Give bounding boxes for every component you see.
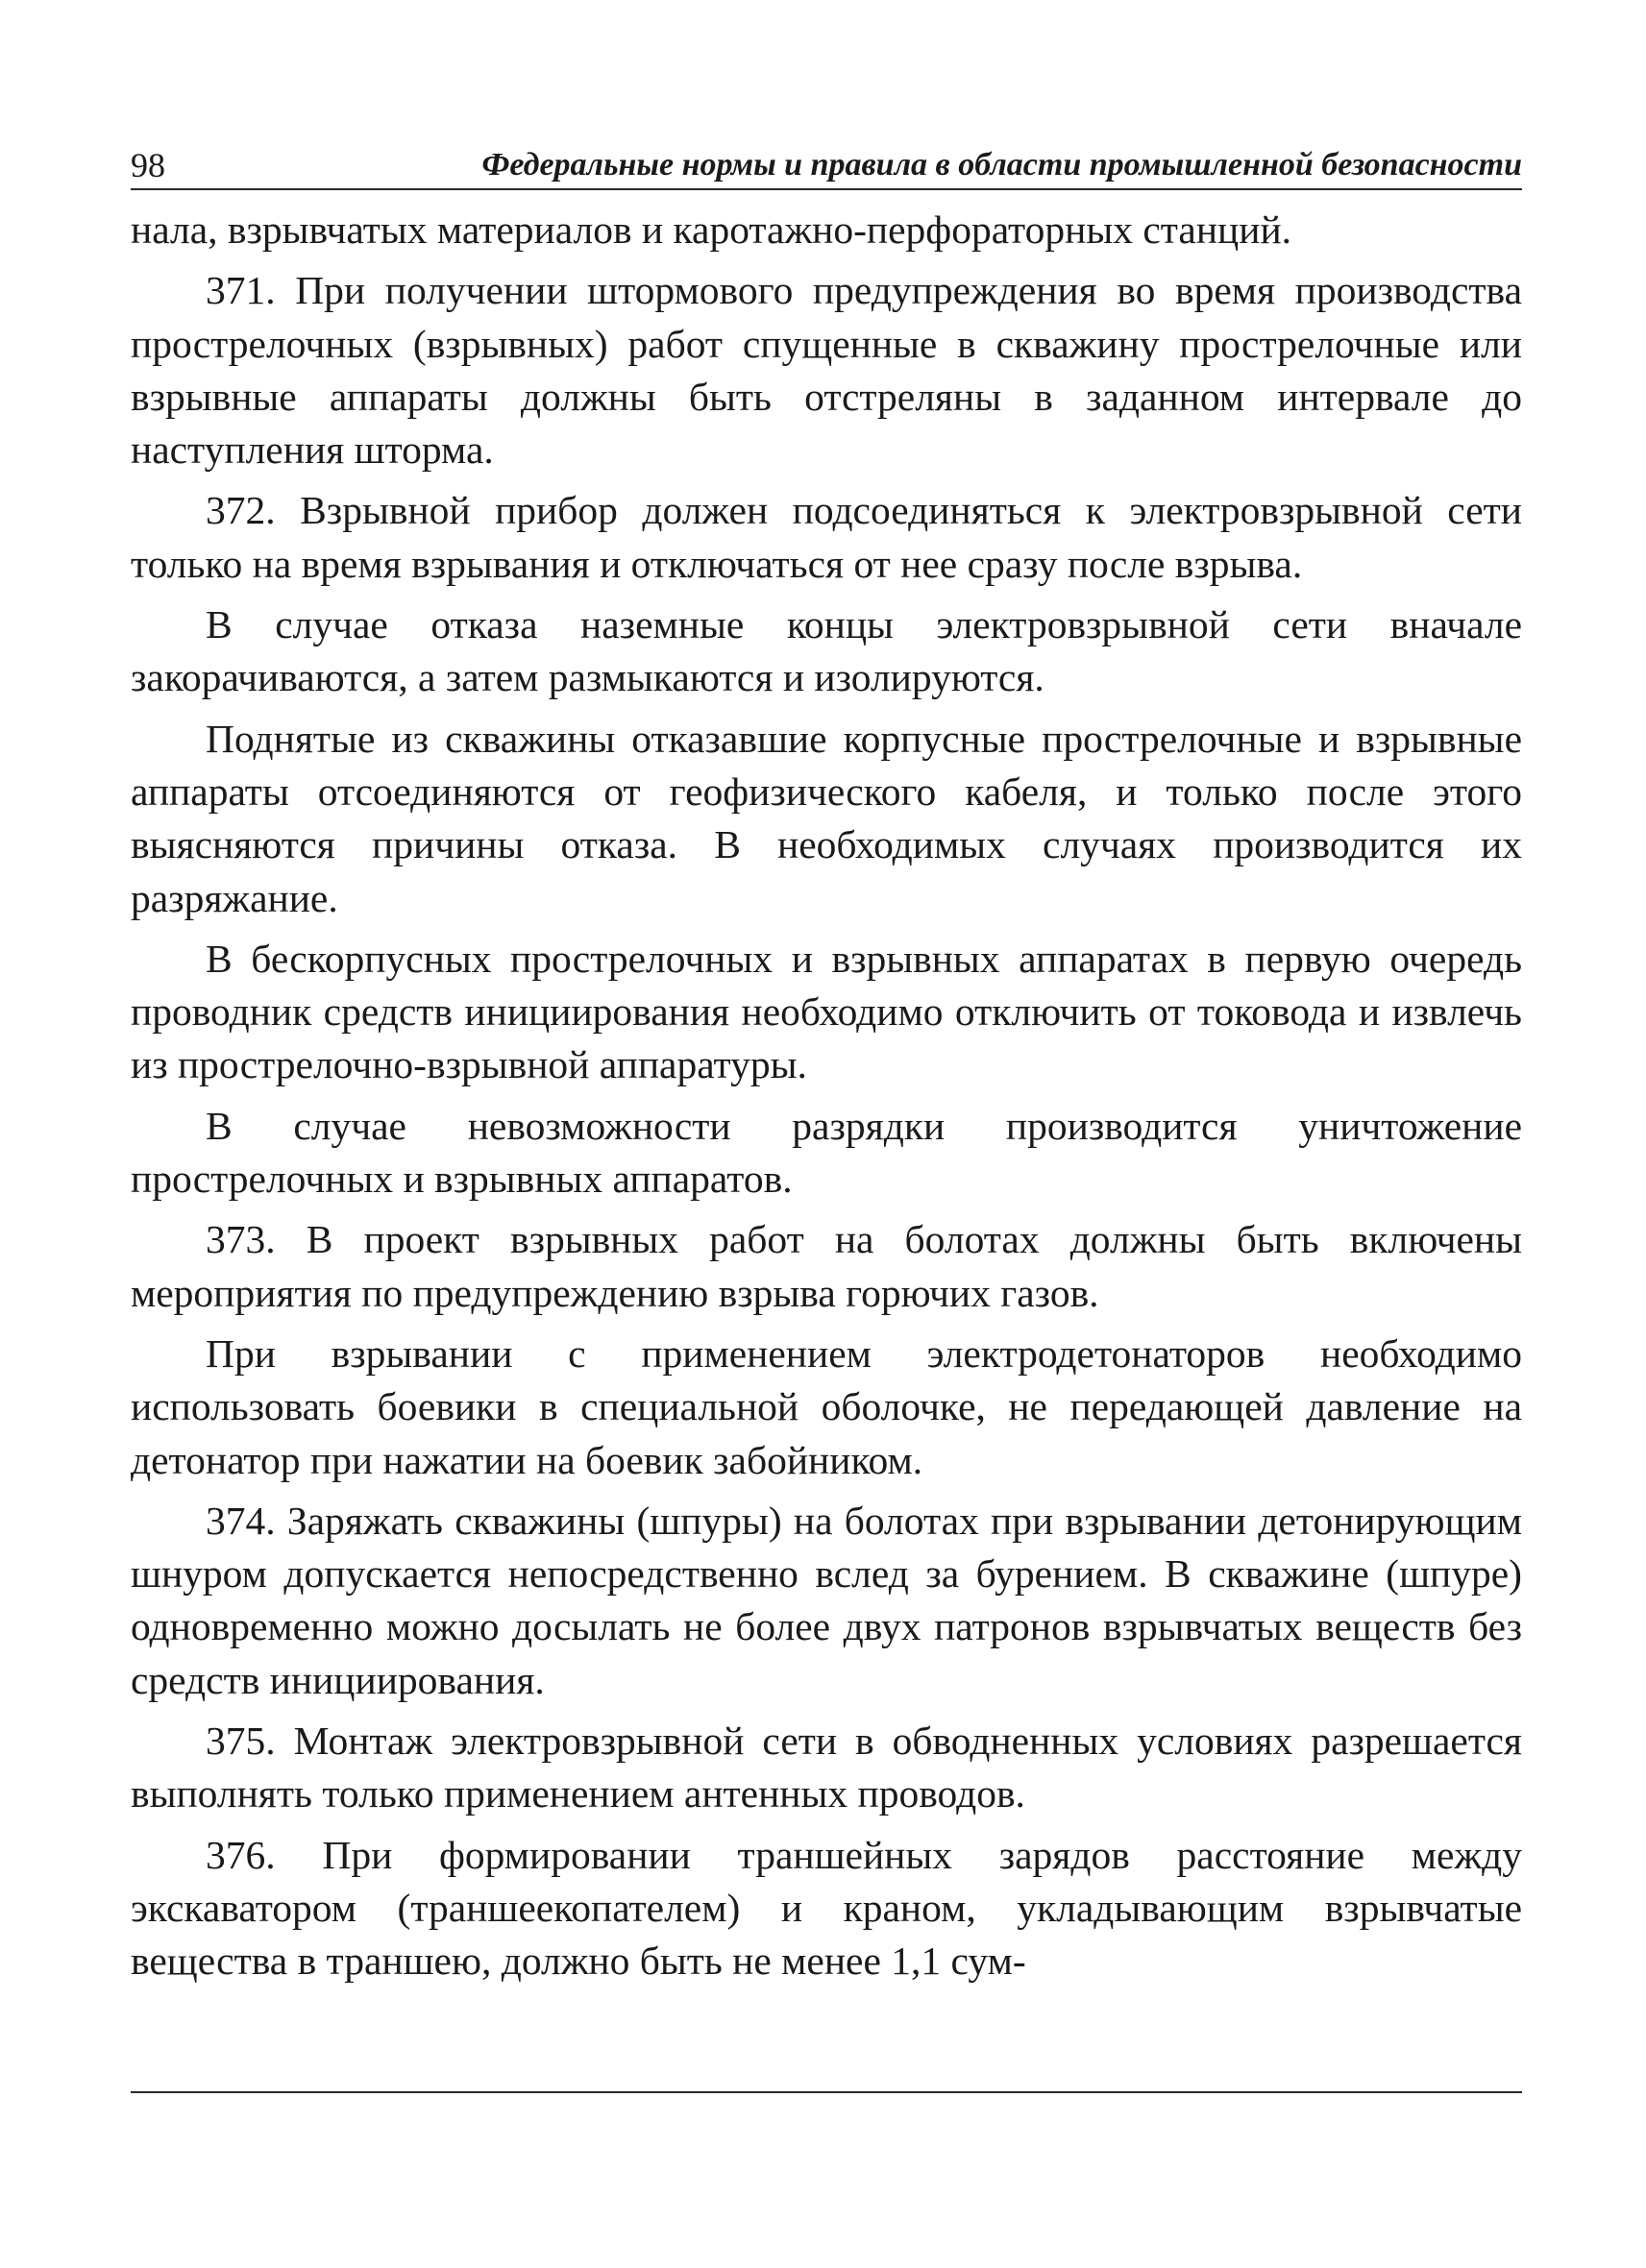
page-header [131, 144, 1522, 190]
paragraph-376: 376. При формировании траншейных зарядов расстояние между экскаватором (траншеекопателем) и краном, укладывающим взрывчатые вещества в траншею, должно быть не менее 1,1 сум- [131, 1832, 1522, 1984]
paragraph-371: 371. При получении штормового предупреждения во время производства прострелочных (взрывных) работ спущенные в скважину прострелочные или взрывные аппараты должны быть отстреляны в заданном интервале до наступления шторма. [131, 268, 1522, 473]
paragraph: В случае отказа наземные концы электровзрывной сети вначале закорачиваются, а затем размыкаются и изолируются. [131, 602, 1522, 700]
page-number: 98 [131, 146, 165, 184]
body-text [131, 204, 1522, 1996]
paragraph: При взрывании с применением электродетонаторов необходимо использовать боевики в специальной оболочке, не передающей давление на детонатор при нажатии на боевик забойником. [131, 1330, 1522, 1482]
paragraph: Поднятые из скважины отказавшие корпусные прострелочные и взрывные аппараты отсоединяются от геофизического кабеля, и только после этого выясняются причины отказа. В необходимых случаях производится их разряжание. [131, 716, 1522, 920]
footer-rule [131, 2091, 1522, 2093]
paragraph-374: 374. Заряжать скважины (шпуры) на болотах при взрывании детонирующим шнуром допускается непосредственно вслед за бурением. В скважине (шпуре) одновременно можно досылать не более двух патронов взрывчатых веществ без средств инициирования. [131, 1498, 1522, 1702]
paragraph-continuation: нала, взрывчатых материалов и каротажно-перфораторных станций. [131, 207, 1292, 252]
paragraph-373: 373. В проект взрывных работ на болотах должны быть включены мероприятия по предупреждению взрыва горючих газов. [131, 1217, 1522, 1315]
paragraph-372: 372. Взрывной прибор должен подсоединяться к электровзрывной сети только на время взрывания и отключаться от нее сразу после взрыва. [131, 488, 1522, 586]
running-title: Федеральные нормы и правила в области промышленной безопасности [481, 147, 1522, 183]
paragraph: В случае невозможности разрядки производится уничтожение прострелочных и взрывных аппаратов. [131, 1103, 1522, 1202]
paragraph-375: 375. Монтаж электровзрывной сети в обводненных условиях разрешается выполнять только применением антенных проводов. [131, 1719, 1522, 1817]
paragraph: В бескорпусных прострелочных и взрывных аппаратах в первую очередь проводник средств инициирования необходимо отключить от токовода и извлечь из прострелочно-взрывной аппаратуры. [131, 936, 1522, 1087]
